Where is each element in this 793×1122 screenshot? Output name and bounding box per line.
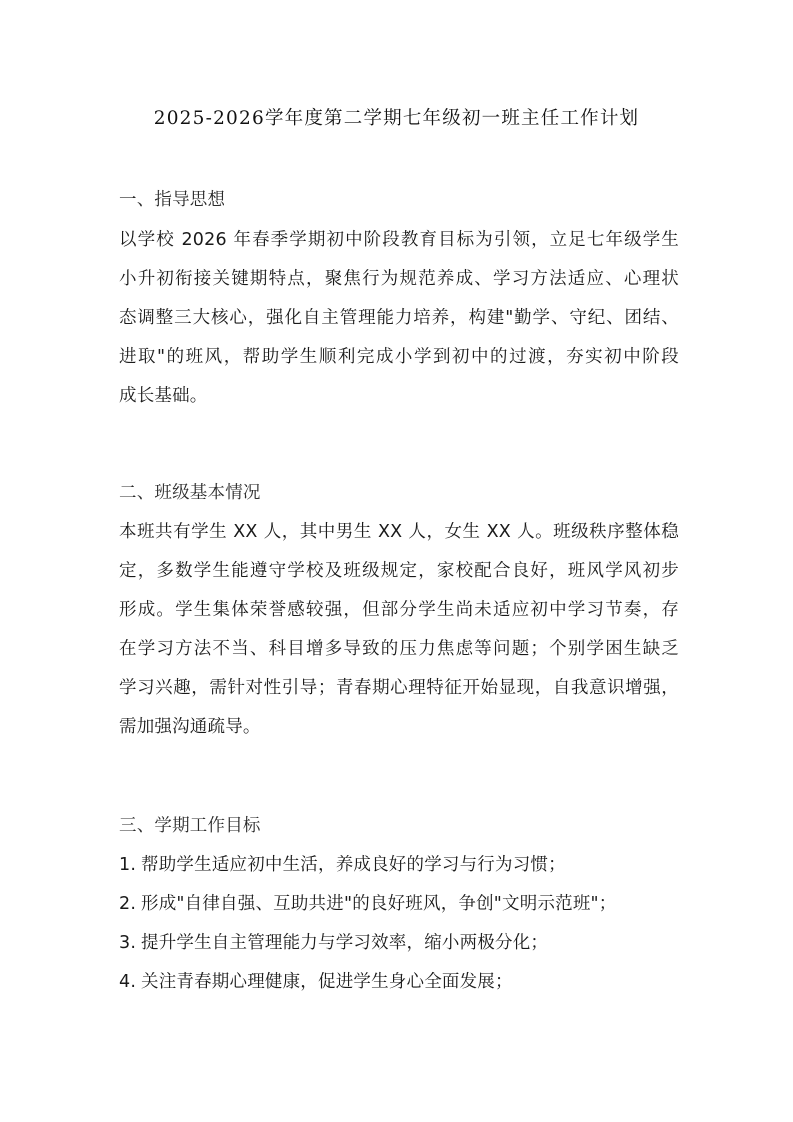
paragraph-line: 定，多数学生能遵守学校及班级规定，家校配合良好，班风学风初步 (119, 561, 679, 581)
goal-list-item (119, 853, 679, 877)
section-heading-semester-goals: 三、学期工作目标 (119, 816, 261, 836)
list-item-text: 帮助学生适应初中生活，养成良好的学习与行为习惯； (141, 855, 566, 875)
paragraph-line: 态调整三大核心，强化自主管理能力培养，构建"勤学、守纪、团结、 (119, 308, 679, 328)
list-number: 2. (119, 894, 137, 914)
section-heading-guiding-ideology: 一、指导思想 (119, 190, 226, 210)
list-item-text: 提升学生自主管理能力与学习效率，缩小两极分化； (141, 933, 549, 953)
list-number: 4. (119, 972, 137, 992)
paragraph-line: 以学校 2026 年春季学期初中阶段教育目标为引领，立足七年级学生 (119, 230, 679, 250)
paragraph-line: 本班共有学生 XX 人，其中男生 XX 人，女生 XX 人。班级秩序整体稳 (119, 522, 679, 542)
list-item-text: 关注青春期心理健康，促进学生身心全面发展； (141, 972, 513, 992)
goal-list-item (119, 892, 679, 916)
paragraph-line: 小升初衔接关键期特点，聚焦行为规范养成、学习方法适应、心理状 (119, 269, 679, 289)
paragraph-line: 成长基础。 (119, 386, 208, 406)
list-number: 1. (119, 855, 137, 875)
list-number: 3. (119, 933, 137, 953)
list-item-text: 形成"自律自强、互助共进"的良好班风，争创"文明示范班"； (141, 894, 617, 914)
goal-list-item (119, 970, 679, 994)
paragraph-line: 形成。学生集体荣誉感较强，但部分学生尚未适应初中学习节奏，存 (119, 600, 679, 620)
paragraph-line: 在学习方法不当、科目增多导致的压力焦虑等问题；个别学困生缺乏 (119, 639, 679, 659)
paragraph-line: 学习兴趣，需针对性引导；青春期心理特征开始显现，自我意识增强， (119, 678, 679, 698)
paragraph-line: 进取"的班风，帮助学生顺利完成小学到初中的过渡，夯实初中阶段 (119, 347, 679, 367)
document-title: 2025-2026学年度第二学期七年级初一班主任工作计划 (153, 108, 640, 129)
section-heading-class-overview: 二、班级基本情况 (119, 483, 261, 503)
goal-list-item (119, 931, 679, 955)
paragraph-line: 需加强沟通疏导。 (119, 717, 261, 737)
